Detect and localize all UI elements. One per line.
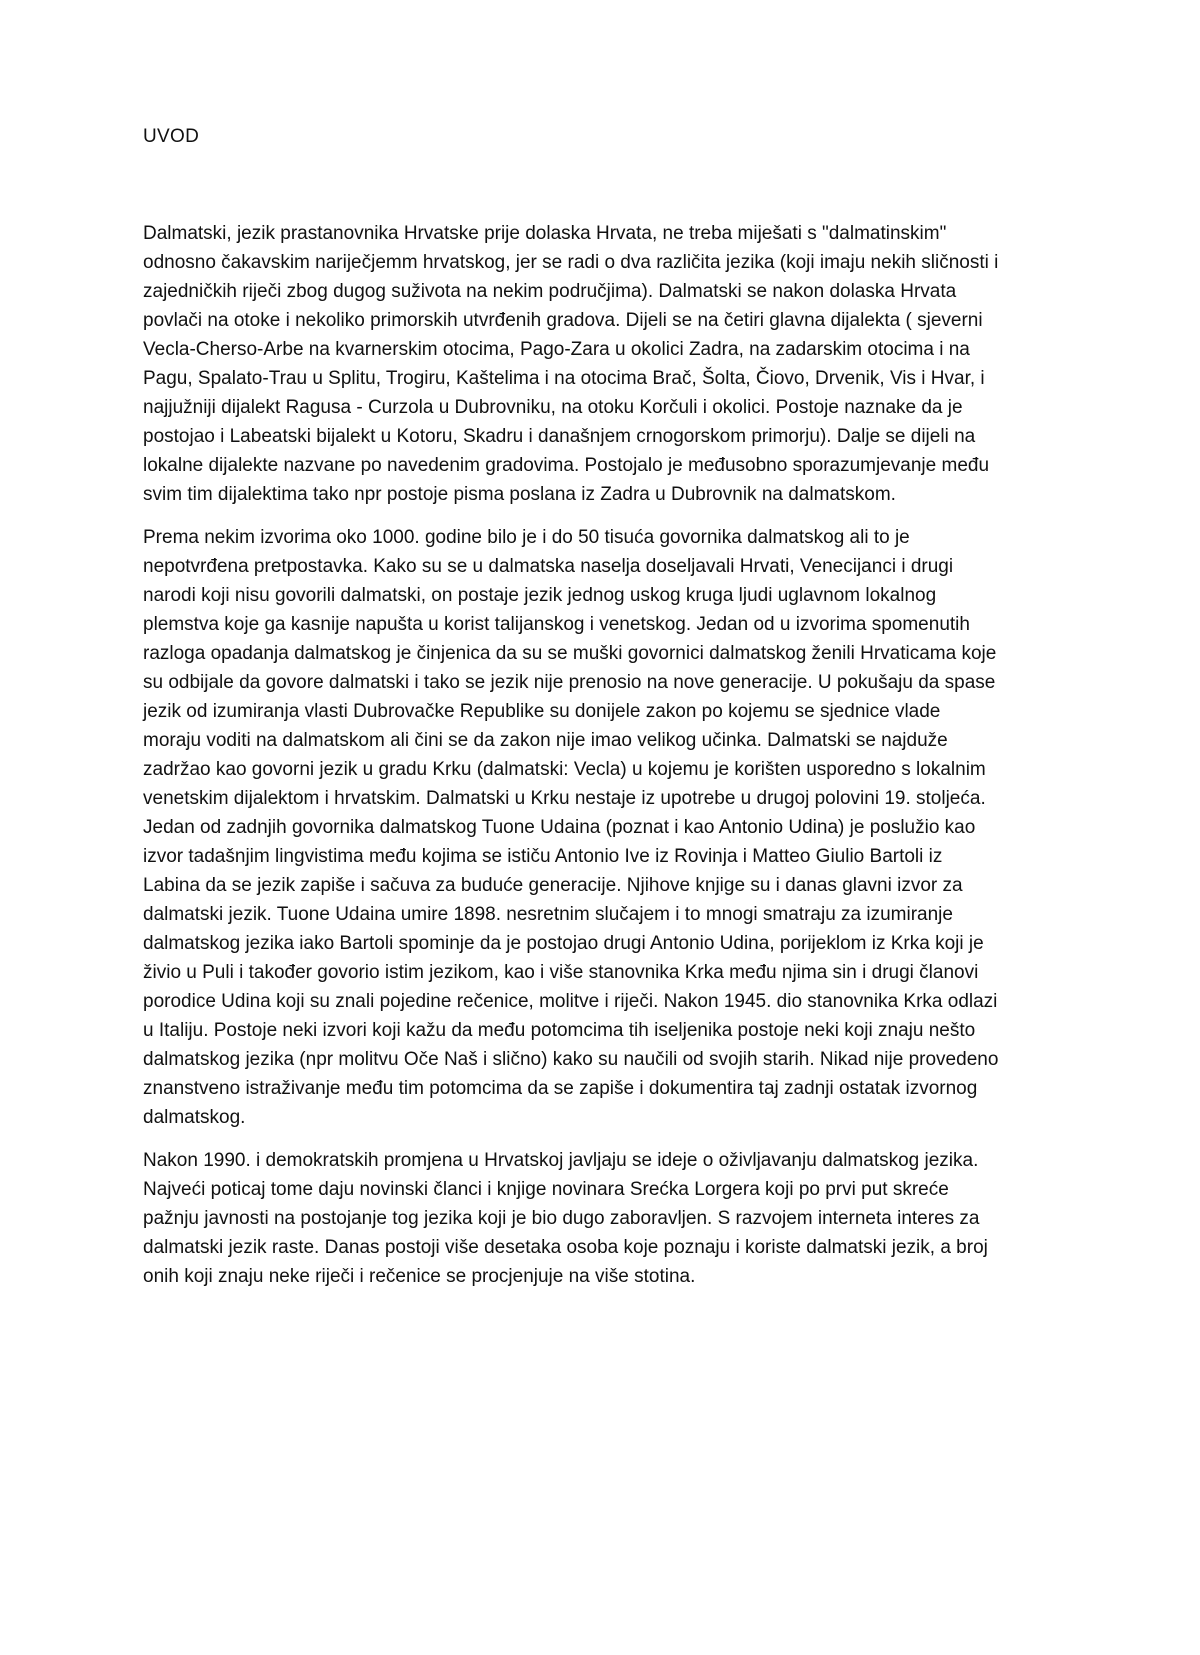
- body-paragraph: [143, 1146, 1068, 1291]
- paragraph-line: zajedničkih riječi zbog dugog suživota na nekim područjima). Dalmatski se nakon dolaska Hrvata: [143, 281, 957, 302]
- paragraph-line: povlači na otoke i nekoliko primorskih utvrđenih gradova. Dijeli se na četiri glavna dijalekta ( sjeverni: [143, 310, 983, 331]
- paragraph-line: Prema nekim izvorima oko 1000. godine bilo je i do 50 tisuća govornika dalmatskog ali to je: [143, 527, 910, 548]
- paragraph-line: porodice Udina koji su znali pojedine rečenice, molitve i riječi. Nakon 1945. dio stanovnika Krka odlazi: [143, 991, 998, 1012]
- paragraph-line: Jedan od zadnjih govornika dalmatskog Tuone Udaina (poznat i kao Antonio Udina) je poslužio kao: [143, 817, 976, 838]
- paragraph-line: razloga opadanja dalmatskog je činjenica da su se muški govornici dalmatskog ženili Hrvaticama koje: [143, 643, 997, 664]
- body-paragraph: [143, 523, 1068, 1132]
- paragraph-line: dalmatskog jezika iako Bartoli spominje da je postojao drugi Antonio Udina, porijeklom iz Krka koji je: [143, 933, 984, 954]
- paragraph-line: znanstveno istraživanje među tim potomcima da se zapiše i dokumentira taj zadnji ostatak izvornog: [143, 1078, 978, 1099]
- paragraph-line: onih koji znaju neke riječi i rečenice se procjenjuje na više stotina.: [143, 1266, 696, 1287]
- paragraph-line: izvor tadašnjim lingvistima među kojima se ističu Antonio Ive iz Rovinja i Matteo Giulio Bartoli iz: [143, 846, 943, 867]
- paragraph-line: dalmatski jezik. Tuone Udaina umire 1898. nesretnim slučajem i to mnogi smatraju za izumiranje: [143, 904, 953, 925]
- paragraph-line: živio u Puli i također govorio istim jezikom, kao i više stanovnika Krka među njima sin i drugi članovi: [143, 962, 979, 983]
- paragraph-line: Nakon 1990. i demokratskih promjena u Hrvatskoj javljaju se ideje o oživljavanju dalmatskog jezika.: [143, 1150, 979, 1171]
- paragraph-line: venetskim dijalektom i hrvatskim. Dalmatski u Krku nestaje iz upotrebe u drugoj polovini 19. stoljeća.: [143, 788, 986, 809]
- paragraph-line: pažnju javnosti na postojanje tog jezika koji je bio dugo zaboravljen. S razvojem interneta interes za: [143, 1208, 980, 1229]
- paragraph-line: jezik od izumiranja vlasti Dubrovačke Republike su donijele zakon po kojemu se sjednice vlade: [143, 701, 941, 722]
- paragraph-line: u Italiju. Postoje neki izvori koji kažu da među potomcima tih iseljenika postoje neki koji znaju nešto: [143, 1020, 976, 1041]
- body-paragraph: [143, 219, 1068, 509]
- paragraph-line: zadržao kao govorni jezik u gradu Krku (dalmatski: Vecla) u kojemu je korišten usporedno s lokalnim: [143, 759, 986, 780]
- paragraph-line: Pagu, Spalato-Trau u Splitu, Trogiru, Kaštelima i na otocima Brač, Šolta, Čiovo, Drvenik, Vis i Hvar, i: [143, 368, 985, 389]
- paragraph-list: [143, 219, 1068, 1291]
- paragraph-line: Najveći poticaj tome daju novinski članci i knjige novinara Srećka Lorgera koji po prvi put skreće: [143, 1179, 949, 1200]
- paragraph-line: dalmatskog.: [143, 1107, 246, 1128]
- document-heading: UVOD: [143, 126, 200, 147]
- paragraph-line: najjužniji dijalekt Ragusa - Curzola u Dubrovniku, na otoku Korčuli i okolici. Postoje naznake da je: [143, 397, 963, 418]
- paragraph-line: dalmatski jezik raste. Danas postoji više desetaka osoba koje poznaju i koriste dalmatski jezik, a broj: [143, 1237, 988, 1258]
- paragraph-line: Labina da se jezik zapiše i sačuva za buduće generacije. Njihove knjige su i danas glavni izvor za: [143, 875, 963, 896]
- paragraph-line: plemstva koje ga kasnije napušta u korist talijanskog i venetskog. Jedan od u izvorima spomenutih: [143, 614, 970, 635]
- paragraph-line: moraju voditi na dalmatskom ali čini se da zakon nije imao velikog učinka. Dalmatski se najduže: [143, 730, 948, 751]
- paragraph-line: Dalmatski, jezik prastanovnika Hrvatske prije dolaska Hrvata, ne treba miješati s "dalmatinskim": [143, 223, 947, 244]
- paragraph-line: lokalne dijalekte nazvane po navedenim gradovima. Postojalo je međusobno sporazumjevanje među: [143, 455, 990, 476]
- paragraph-line: odnosno čakavskim nariječjemm hrvatskog, jer se radi o dva različita jezika (koji imaju nekih sličnosti i: [143, 252, 999, 273]
- paragraph-line: svim tim dijalektima tako npr postoje pisma poslana iz Zadra u Dubrovnik na dalmatskom.: [143, 484, 896, 505]
- paragraph-line: dalmatskog jezika (npr molitvu Oče Naš i slično) kako su naučili od svojih starih. Nikad nije provedeno: [143, 1049, 999, 1070]
- document-body: [143, 122, 1068, 1305]
- paragraph-line: postojao i Labeatski bijalekt u Kotoru, Skadru i današnjem crnogorskom primorju). Dalje se dijeli na: [143, 426, 976, 447]
- paragraph-line: nepotvrđena pretpostavka. Kako su se u dalmatska naselja doseljavali Hrvati, Venecijanci i drugi: [143, 556, 954, 577]
- paragraph-line: su odbijale da govore dalmatski i tako se jezik nije prenosio na nove generacije. U pokušaju da spase: [143, 672, 996, 693]
- paragraph-line: narodi koji nisu govorili dalmatski, on postaje jezik jednog uskog kruga ljudi uglavnom lokalnog: [143, 585, 937, 606]
- paragraph-line: Vecla-Cherso-Arbe na kvarnerskim otocima, Pago-Zara u okolici Zadra, na zadarskim otocima i na: [143, 339, 970, 360]
